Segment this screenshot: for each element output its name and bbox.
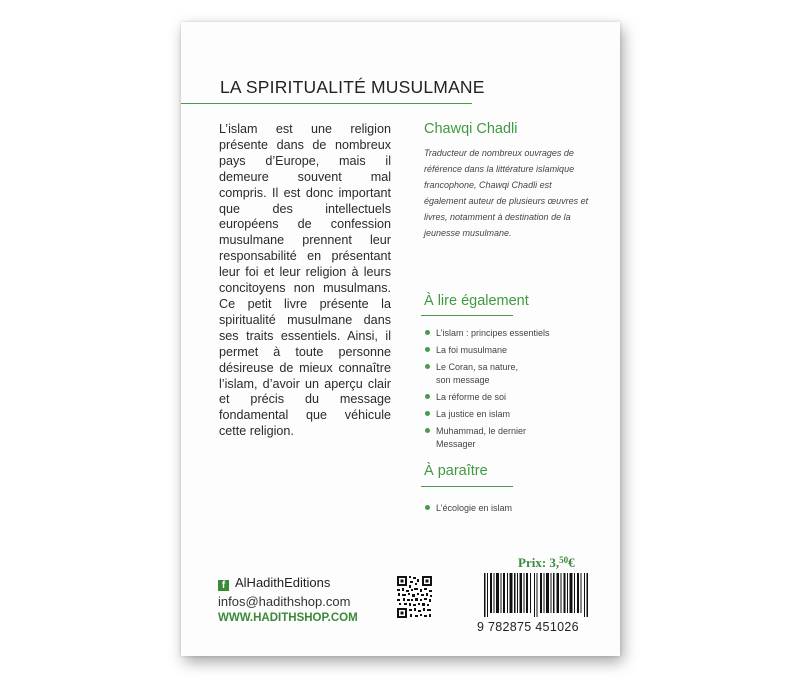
author-name: Chawqi Chadli: [424, 121, 518, 137]
price-label: Prix:: [518, 555, 550, 570]
qr-code-icon: [396, 575, 433, 619]
bullet-icon: [425, 394, 430, 399]
contact-email[interactable]: infos@hadithshop.com: [218, 594, 351, 609]
list-item-label: L’écologie en islam: [436, 503, 513, 513]
website-link[interactable]: WWW.HADITHSHOP.COM: [218, 612, 358, 624]
also-read-divider: [421, 315, 513, 316]
description-paragraph: L’islam est une religion présente dans de nombreux pays d’Europe, mais il demeure souvent mal compris. Il est donc important que des intellectuels européens de confession musulmane prennent leur responsabilité en présentant leur foi et leur religion à leurs concitoyens non musulmans. Ce petit livre présente la spiritualité musulmane dans ses traits essentiels. Ainsi, il permet à toute personne désireuse de mieux connaître l’islam, d’avoir un aperçu clair et précis du message fondamental que véhicule cette religion.: [219, 122, 391, 439]
upcoming-heading: À paraître: [424, 463, 488, 479]
author-bio: Traducteur de nombreux ouvrages de référence dans la littérature islamique francophone, Chawqi Chadli est également auteur de plusieurs œuvres et livres, notamment à destination de la jeunesse musulmane.: [424, 148, 589, 238]
price-euros: 3,: [549, 555, 560, 570]
bullet-icon: [425, 411, 430, 416]
list-item-label: Le Coran, sa nature, son message: [436, 362, 519, 385]
bullet-icon: [425, 347, 430, 352]
description-text: [219, 122, 391, 440]
list-item: [425, 408, 565, 421]
facebook-icon: f: [218, 580, 229, 591]
list-item-label: L’islam : principes essentiels: [436, 328, 550, 338]
price-cents: 50: [559, 555, 569, 565]
list-item: [425, 391, 565, 404]
social-handle[interactable]: [218, 575, 330, 591]
list-item: [425, 502, 565, 515]
bullet-icon: [425, 364, 430, 369]
list-item-label: Muhammad, le dernier Messager: [436, 426, 527, 449]
upcoming-divider: [421, 486, 513, 487]
book-back-cover: [181, 22, 620, 656]
barcode-icon: [484, 573, 588, 617]
bullet-icon: [425, 428, 430, 433]
also-read-list: [425, 327, 565, 455]
list-item: [425, 344, 565, 357]
title-divider: [181, 103, 472, 104]
list-item-label: La réforme de soi: [436, 392, 507, 402]
price: [518, 555, 575, 571]
list-item-label: La justice en islam: [436, 409, 511, 419]
book-title: LA SPIRITUALITÉ MUSULMANE: [220, 77, 485, 97]
also-read-heading: À lire également: [424, 293, 529, 309]
isbn-number: 9 782875 451026: [477, 620, 579, 634]
list-item: [425, 361, 565, 387]
social-handle-label: AlHadithEditions: [235, 575, 331, 590]
list-item-label: La foi musulmane: [436, 345, 508, 355]
price-currency: €: [568, 555, 575, 570]
list-item: [425, 327, 565, 340]
bullet-icon: [425, 330, 430, 335]
bullet-icon: [425, 505, 430, 510]
upcoming-list: [425, 502, 565, 519]
list-item: [425, 425, 565, 451]
